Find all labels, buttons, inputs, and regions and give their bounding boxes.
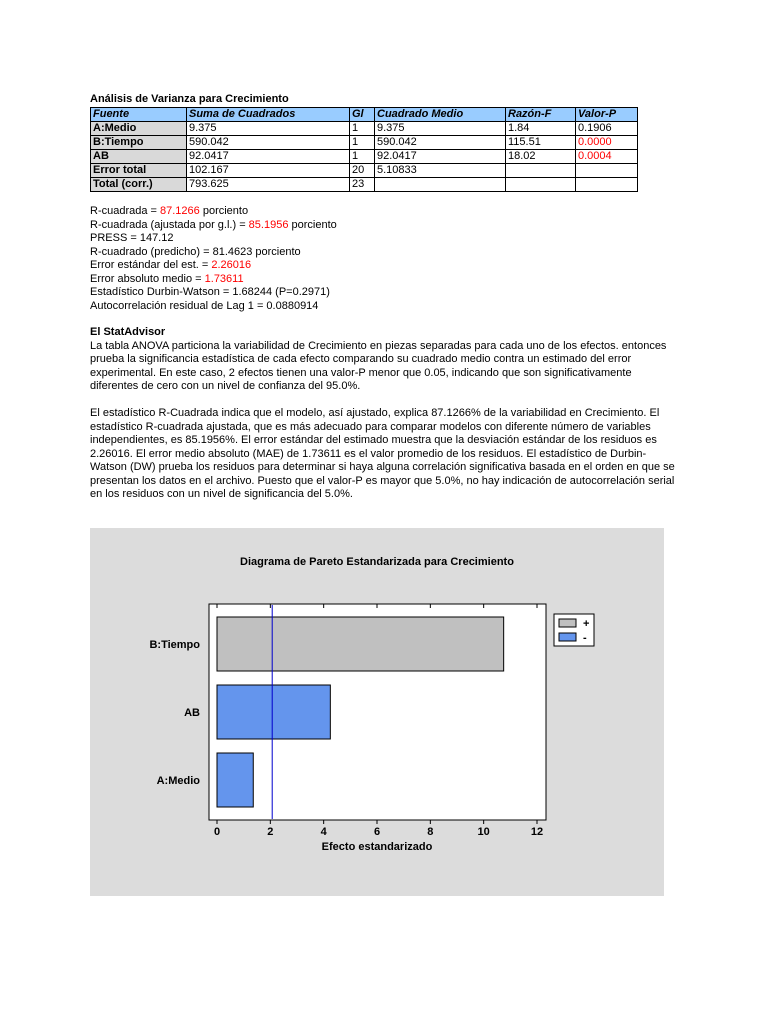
cell-suma: 102.167	[187, 164, 350, 178]
cell-gl: 1	[350, 136, 375, 150]
x-tick-label: 6	[373, 826, 381, 838]
table-row	[91, 136, 638, 150]
row-source: A:Medio	[91, 122, 187, 136]
anova-title: Análisis de Varianza para Crecimiento	[90, 93, 289, 105]
cell-valor	[576, 164, 638, 178]
cell-cuadrado: 92.0417	[375, 150, 506, 164]
stat-durbin-watson: Estadístico Durbin-Watson = 1.68244 (P=0.2971)	[90, 286, 330, 298]
table-row	[91, 122, 638, 136]
stat-mae	[90, 273, 680, 287]
cell-suma: 9.375	[187, 122, 350, 136]
legend-swatch-positive	[559, 619, 576, 627]
cell-razon: 115.51	[506, 136, 576, 150]
advisor-paragraph-2: El estadístico R-Cuadrada indica que el modelo, así ajustado, explica 87.1266% de la variabilidad en Crecimiento. El estadístico R-cuadrada ajustada, que es más adecuado para comparar modelos con diferente número de variables independientes, es 85.1956%. El error estándar del estimado muestra que la desviación estándar de los residuos es 2.26016. El error medio absoluto (MAE) de 1.73611 es el valor promedio de los residuos. El estadístico de Durbin-Watson (DW) prueba los residuos para determinar si haya alguna correlación significativa basada en el orden en que se presentan los datos en el archivo. Puesto que el valor-P es mayor que 5.0%, no hay indicación de autocorrelación serial en los residuos con un nivel de significancia del 5.0%.	[90, 407, 675, 500]
category-labels	[149, 639, 200, 787]
x-tick-label: 8	[427, 826, 434, 838]
header-suma: Suma de Cuadrados	[187, 108, 350, 122]
stat-label: R-cuadrada (ajustada por g.l.) =	[90, 218, 249, 231]
cell-suma: 92.0417	[187, 150, 350, 164]
document-body	[90, 93, 680, 502]
advisor-heading: El StatAdvisor	[90, 326, 166, 338]
stat-label: Error estándar del est. =	[90, 259, 212, 271]
x-tick-label: 2	[267, 826, 274, 838]
legend-label-positive: +	[583, 618, 590, 630]
bar-a-medio	[217, 753, 253, 807]
stat-value: 2.26016	[211, 259, 252, 271]
category-label: A:Medio	[156, 775, 200, 787]
stat-label: Error absoluto medio =	[90, 272, 205, 285]
cell-gl: 20	[350, 164, 375, 178]
category-label: AB	[184, 707, 200, 719]
x-tick-label: 10	[477, 826, 490, 838]
cell-cuadrado: 590.042	[375, 136, 506, 150]
cell-gl: 1	[350, 122, 375, 136]
row-source: Error total	[91, 164, 187, 178]
stat-value: 85.1956	[248, 218, 289, 231]
pareto-chart	[90, 528, 664, 896]
cell-gl: 23	[350, 178, 375, 192]
table-row	[91, 150, 638, 164]
row-source: Total (corr.)	[91, 178, 187, 192]
stat-label: R-cuadrada =	[90, 205, 161, 217]
cell-cuadrado: 9.375	[375, 122, 506, 136]
stat-std-error	[90, 259, 680, 273]
cell-valor	[576, 178, 638, 192]
cell-cuadrado	[375, 178, 506, 192]
stat-r2-predicted: R-cuadrado (predicho) = 81.4623 porciento	[90, 245, 301, 258]
x-tick-label: 4	[320, 826, 327, 838]
row-source: B:Tiempo	[91, 136, 187, 150]
row-source: AB	[91, 150, 187, 164]
table-row	[91, 178, 638, 192]
stat-value: 1.73611	[204, 272, 244, 285]
cell-razon	[506, 164, 576, 178]
stat-value: 87.1266	[160, 205, 200, 217]
cell-valor: 0.0000	[576, 136, 638, 150]
stat-autocorrelation: Autocorrelación residual de Lag 1 = 0.0880914	[90, 299, 319, 312]
stat-r2-adjusted	[90, 219, 680, 233]
header-fuente: Fuente	[91, 108, 187, 122]
stat-unit: porciento	[288, 218, 337, 231]
table-row	[91, 164, 638, 178]
cell-razon: 18.02	[506, 150, 576, 164]
cell-suma: 590.042	[187, 136, 350, 150]
x-tick-label: 12	[530, 826, 544, 838]
stat-unit: porciento	[199, 205, 249, 217]
anova-table	[90, 107, 638, 192]
model-statistics	[90, 205, 680, 313]
advisor-paragraph-1: La tabla ANOVA particiona la variabilidad de Crecimiento en piezas separadas para cada uno de los efectos. entonces prueba la significancia estadística de cada efecto comparando su cuadrado medio contra un estimado del error experimental. En este caso, 2 efectos tienen una valor-P menor que 0.05, indicando que son significativamente diferentes de cero con un nivel de confianza del 95.0%.	[90, 339, 667, 392]
stat-r2	[90, 205, 680, 219]
legend-label-negative: -	[583, 632, 587, 644]
stat-advisor	[90, 326, 680, 502]
chart-title: Diagrama de Pareto Estandarizada para Crecimiento	[240, 556, 514, 568]
x-axis-label: Efecto estandarizado	[321, 841, 433, 853]
header-valor: Valor-P	[576, 108, 638, 122]
bar-b-tiempo	[217, 617, 504, 671]
header-cuadrado: Cuadrado Medio	[375, 108, 506, 122]
cell-gl: 1	[350, 150, 375, 164]
legend-swatch-negative	[559, 633, 576, 641]
legend	[554, 614, 594, 646]
cell-suma: 793.625	[187, 178, 350, 192]
header-gl: Gl	[350, 108, 375, 122]
cell-razon	[506, 178, 576, 192]
stat-press: PRESS = 147.12	[90, 232, 174, 244]
x-tick-label: 0	[213, 826, 221, 838]
category-label: B:Tiempo	[149, 639, 200, 651]
cell-valor: 0.1906	[576, 122, 638, 136]
cell-cuadrado: 5.10833	[375, 164, 506, 178]
pareto-chart-svg	[90, 528, 664, 896]
anova-header-row	[91, 108, 638, 122]
cell-razon: 1.84	[506, 122, 576, 136]
header-razon: Razón-F	[506, 108, 576, 122]
cell-valor: 0.0004	[576, 150, 638, 164]
bar-ab	[217, 685, 330, 739]
